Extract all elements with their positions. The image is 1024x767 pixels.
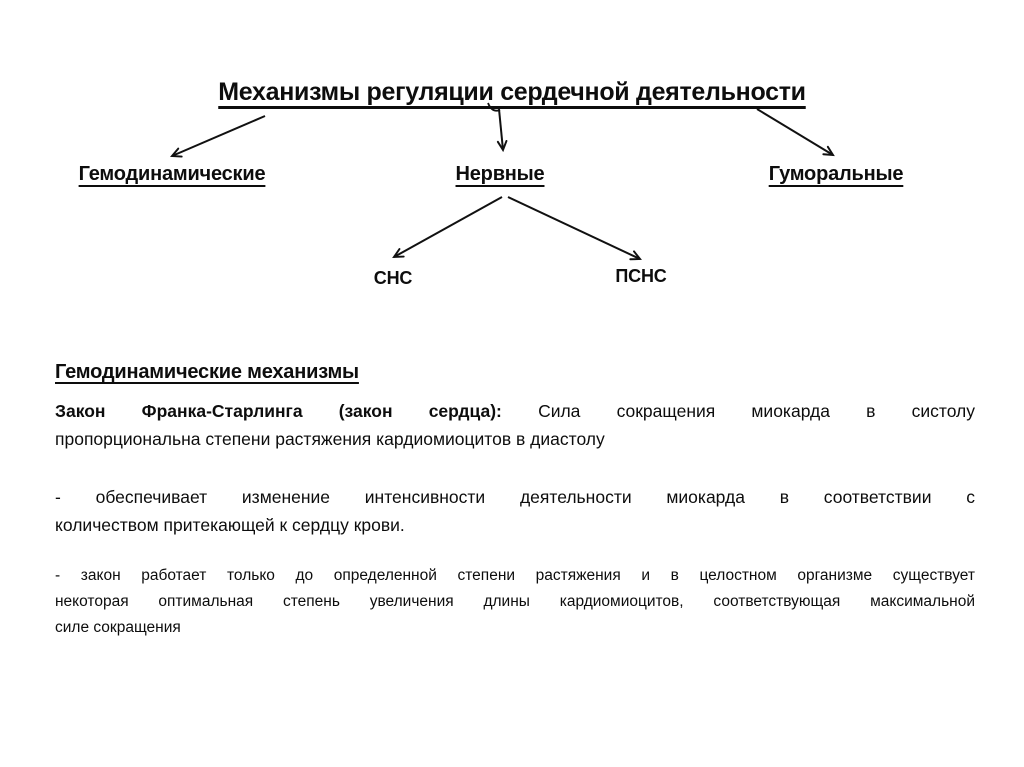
title-row [0, 78, 1024, 107]
law-paragraph [55, 397, 975, 453]
node-psns: ПСНС [615, 266, 667, 286]
paragraph-line: некоторая оптимальная степень увеличения длины кардиомиоцитов, соответствующая максимальной [55, 593, 975, 610]
node-hemodynamic: Гемодинамические [78, 163, 266, 185]
bullet-paragraph-1 [55, 483, 975, 539]
arrow-title-to-hemodynamic [172, 116, 265, 156]
arrow-title-to-nervous [499, 109, 503, 150]
paragraph-line: количеством притекающей к сердцу крови. [55, 515, 405, 535]
law-line1-rest: Сила сокращения миокарда в систолу [538, 401, 976, 421]
paragraph-line [55, 397, 975, 425]
section-heading: Гемодинамические механизмы [55, 361, 359, 383]
arrow-title-to-humoral [757, 109, 833, 155]
bullet-paragraph-2 [55, 563, 975, 641]
node-humoral: Гуморальные [768, 163, 904, 185]
arrow-nervous-to-psns [508, 197, 640, 259]
paragraph-line: пропорциональна степени растяжения кардиомиоцитов в диастолу [55, 429, 605, 449]
paragraph-line: - обеспечивает изменение интенсивности деятельности миокарда в соответствии с [55, 487, 975, 507]
arrow-nervous-to-sns [394, 197, 502, 257]
node-nervous: Нервные [455, 163, 545, 185]
paragraph-line: силе сокращения [55, 619, 181, 636]
law-name-bold: Закон Франка-Старлинга (закон сердца): [55, 401, 502, 421]
paragraph-line: - закон работает только до определенной степени растяжения и в целостном организме существует [55, 567, 975, 584]
node-sns: СНС [373, 268, 413, 288]
diagram-title: Механизмы регуляции сердечной деятельности [218, 78, 806, 106]
